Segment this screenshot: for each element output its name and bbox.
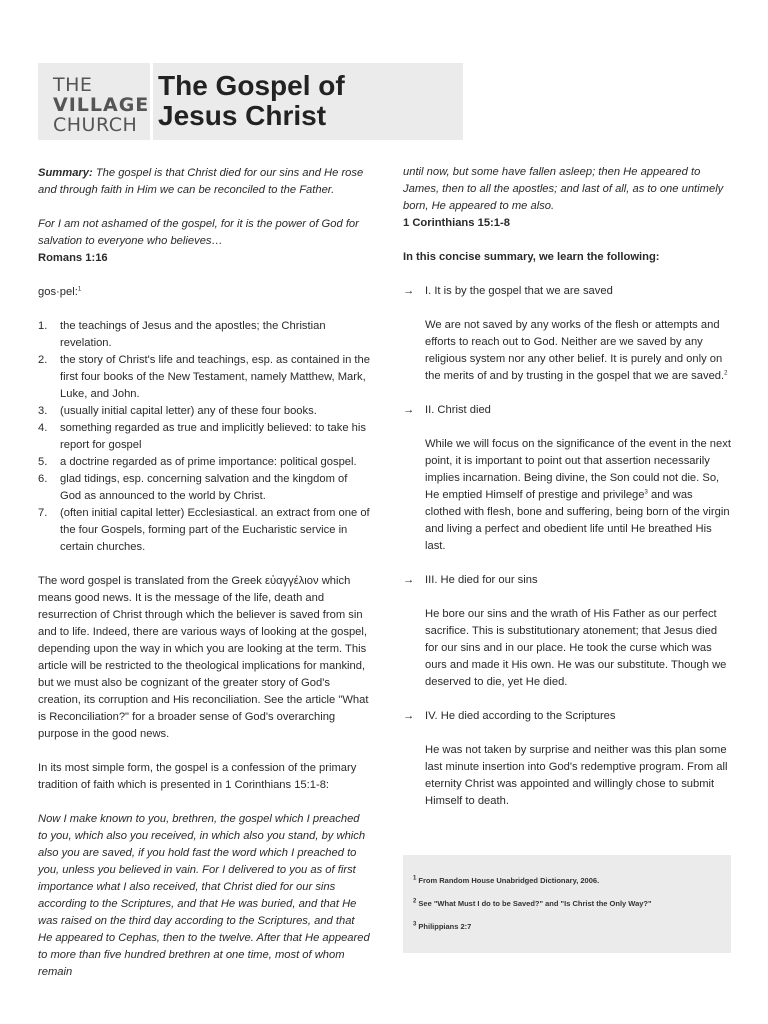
footnote-text: Philippians 2:7 (416, 922, 472, 931)
definition-number: 1. (38, 320, 48, 332)
corinthians-reference: 1 Corinthians 15:1-8 (403, 217, 510, 229)
logo-village: VILLAGE (53, 94, 150, 116)
definition-text: the story of Christ's life and teachings, esp. as contained in the first four books of the New Testament, namely Matthew, Mark, Luke, and John. (60, 354, 370, 400)
footnote-text: See "What Must I do to be Saved?" and "Is Christ the Only Way?" (416, 899, 652, 908)
header-divider (150, 63, 153, 140)
left-column (38, 165, 370, 998)
definition-item (38, 471, 370, 505)
point-body: He was not taken by surprise and neither was this plan some last minute insertion into God's redemptive program. From all eternity Christ was appointed and willingly chose to submit Himself to death. (425, 744, 728, 807)
point-body-text: We are not saved by any works of the flesh or attempts and efforts to reach out to God. Neither are we saved by any religious system nor any other belief. It is purely and only on the merits of and by trusting in the gospel that we are saved. (425, 319, 725, 382)
right-column (403, 164, 731, 827)
footnote-number: 1 (413, 875, 417, 882)
point-title: II. Christ died (425, 404, 491, 416)
romans-quote (38, 216, 370, 267)
definition-text: something regarded as true and implicitly believed: to take his report for gospel (60, 422, 366, 451)
footnote-ref-2: 2 (724, 370, 728, 377)
arrow-right-icon: → (403, 710, 415, 722)
footnote-ref-3: 3 (644, 489, 648, 496)
definition-number: 2. (38, 354, 48, 366)
definition-text: (often initial capital letter) Ecclesiastical. an extract from one of the four Gospels, forming part of the Eucharistic service in certain churches. (60, 507, 370, 553)
definition-text: (usually initial capital letter) any of these four books. (60, 405, 317, 417)
footnote-text: From Random House Unabridged Dictionary, 2006. (416, 876, 600, 885)
definition-number: 4. (38, 422, 48, 434)
gospel-term (38, 284, 370, 301)
corinthians-quote-continued (403, 164, 731, 232)
definition-number: 7. (38, 507, 48, 519)
footnote-ref-1: 1 (77, 286, 82, 293)
definition-item (38, 420, 370, 454)
gospel-term-text: gos·pel: (38, 286, 78, 298)
definition-text: the teachings of Jesus and the apostles; the Christian revelation. (60, 320, 326, 349)
definition-item (38, 318, 370, 352)
arrow-right-icon: → (403, 285, 415, 297)
point-body-text: While we will focus on the significance of the event in the next point, it is important to point out that assertion necessarily implies incarnation. Being divine, the Son could not die. So, He emptied Himself of prestige and privilege (425, 438, 731, 501)
footnote-3 (413, 922, 471, 931)
definition-number: 3. (38, 405, 48, 417)
point-body (425, 436, 731, 555)
point-title: III. He died for our sins (425, 574, 538, 586)
definition-item (38, 505, 370, 556)
confession-paragraph: In its most simple form, the gospel is a confession of the primary tradition of faith which is presented in 1 Corinthians 15:1-8: (38, 762, 357, 791)
definition-text: a doctrine regarded as of prime importance: political gospel. (60, 456, 357, 468)
footnote-number: 2 (413, 898, 417, 905)
definition-list (38, 318, 370, 556)
point-body (425, 317, 731, 385)
definition-item (38, 403, 370, 420)
point-title: I. It is by the gospel that we are saved (425, 285, 613, 297)
definition-number: 5. (38, 456, 48, 468)
definition-number: 6. (38, 473, 48, 485)
footnote-2 (413, 899, 652, 908)
summary-text: The gospel is that Christ died for our sins and He rose and through faith in Him we can be reconciled to the Father. (38, 167, 364, 196)
summary-heading: In this concise summary, we learn the following: (403, 251, 660, 263)
church-logo (53, 76, 149, 136)
point-body-text: and was clothed with flesh, bone and suffering, being born of the virgin and living a perfect and obedient life until He breathed His last. (425, 489, 730, 552)
arrow-right-icon: → (403, 574, 415, 586)
point-heading (403, 283, 731, 300)
summary-label: Summary: (38, 167, 93, 179)
footnote-number: 3 (413, 921, 417, 928)
logo-church: CHURCH (53, 114, 138, 136)
arrow-right-icon: → (403, 404, 415, 416)
romans-quote-text: For I am not ashamed of the gospel, for it is the power of God for salvation to everyone who believes… (38, 218, 359, 247)
corinthians-quote-text: until now, but some have fallen asleep; then He appeared to James, then to all the apostles; and last of all, as to one untimely born, He appeared to me also. (403, 166, 724, 212)
point-heading (403, 708, 731, 725)
definition-item (38, 454, 370, 471)
point-heading (403, 402, 731, 419)
point-body: He bore our sins and the wrath of His Father as our perfect sacrifice. This is substitutionary atonement; that Jesus died for our sins and in our place. He took the curse which was ours and made it His own. He was our substitute. Though we deserved to die, yet He died. (425, 608, 727, 688)
point-title: IV. He died according to the Scriptures (425, 710, 616, 722)
title-line-1: The Gospel of (158, 70, 345, 101)
definition-item (38, 352, 370, 403)
point-heading (403, 572, 731, 589)
romans-reference: Romans 1:16 (38, 252, 108, 264)
title-line-2: Jesus Christ (158, 100, 327, 131)
summary-paragraph (38, 165, 370, 199)
logo-the: THE (53, 74, 93, 96)
corinthians-quote: Now I make known to you, brethren, the gospel which I preached to you, which also you received, in which also you stand, by which also you are saved, if you hold fast the word which I preached to you, unless you believed in vain. For I delivered to you as of first importance what I also received, that Christ died for our sins according to the Scriptures, and that He was buried, and that He was raised on the third day according to the Scriptures, and that He appeared to Cephas, then to the twelve. After that He appeared to more than five hundred brethren at one time, most of whom remain (38, 813, 370, 978)
page-title (158, 71, 345, 131)
footnote-1 (413, 876, 599, 885)
greek-paragraph: The word gospel is translated from the Greek εὐαγγέλιον which means good news. It is the message of the life, death and resurrection of Christ through which the believer is saved from sin and to life. Indeed, there are various ways of looking at the gospel, depending upon the way in which you are looking at the term. This article will be restricted to the theological implications for mankind, but we must also be cognizant of the greater story of God's creation, its corruption and His reconciliation. See the article "What is Reconciliation?" for a broader sense of God's overarching purpose in the good news. (38, 575, 369, 740)
definition-text: glad tidings, esp. concerning salvation and the kingdom of God as announced to the world by Christ. (60, 473, 348, 502)
